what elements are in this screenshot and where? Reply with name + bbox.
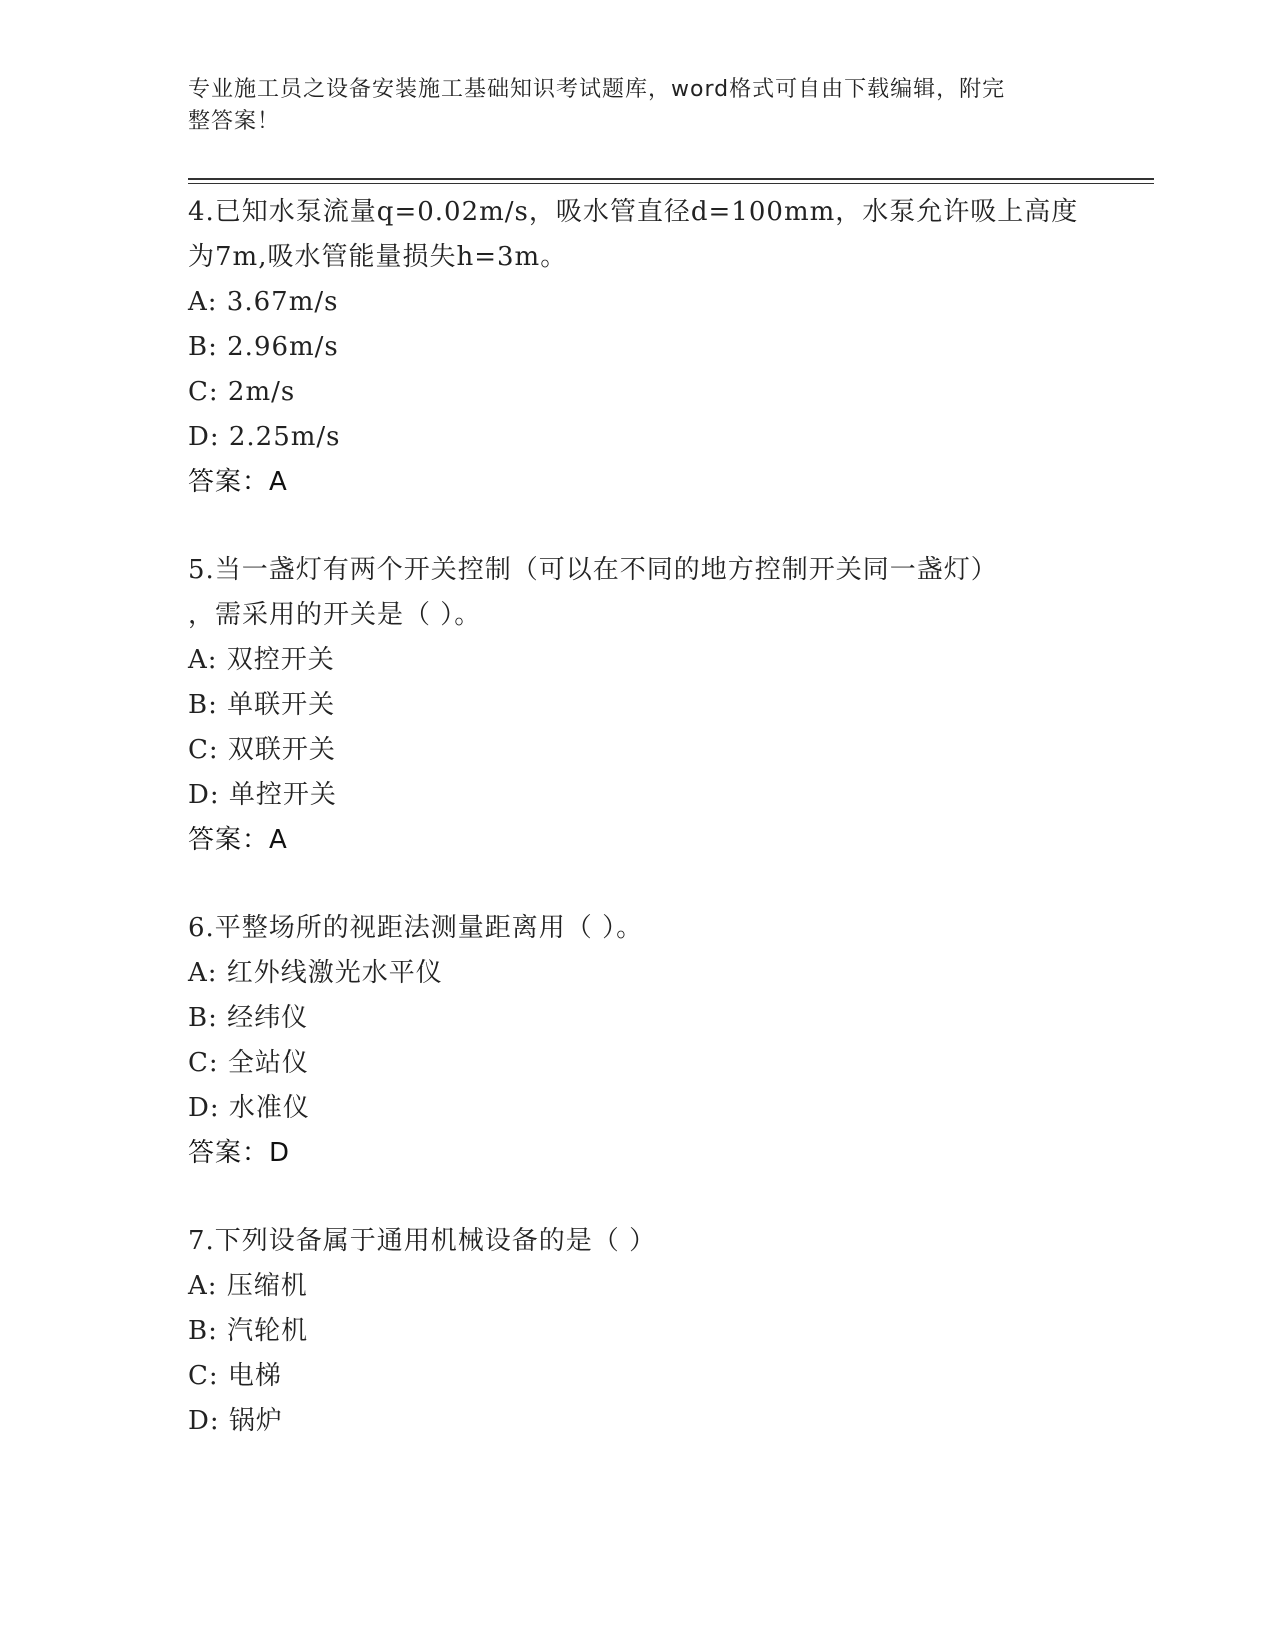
option-d: D: 单控开关 (188, 780, 337, 810)
option-a: A: 红外线激光水平仪 (188, 958, 443, 988)
question-6 (188, 906, 1088, 1176)
question-7 (188, 1219, 1088, 1444)
option-d: D: 水准仪 (188, 1093, 310, 1123)
option-c: C: 2m/s (188, 377, 296, 407)
option-a: A: 双控开关 (188, 645, 335, 675)
header-line-2: 整答案！ (188, 109, 281, 134)
option-b: B: 单联开关 (188, 690, 336, 720)
option-a: A: 3.67m/s (188, 287, 339, 317)
header-line-1: 专业施工员之设备安装施工基础知识考试题库，word格式可自由下载编辑，附完 (188, 77, 1006, 102)
question-list (188, 190, 1088, 1487)
question-stem-line: 6.平整场所的视距法测量距离用（ ）。 (188, 913, 644, 943)
option-c: C: 全站仪 (188, 1048, 309, 1078)
question-4 (188, 190, 1088, 505)
question-stem-line: ，需采用的开关是（ ）。 (188, 600, 482, 630)
option-b: B: 2.96m/s (188, 332, 339, 362)
answer-text: 答案：A (188, 467, 288, 497)
question-5 (188, 548, 1088, 863)
option-d: D: 2.25m/s (188, 422, 341, 452)
option-b: B: 经纬仪 (188, 1003, 309, 1033)
option-c: C: 双联开关 (188, 735, 336, 765)
option-a: A: 压缩机 (188, 1271, 308, 1301)
question-stem-line: 为7m,吸水管能量损失h=3m。 (188, 242, 568, 272)
option-b: B: 汽轮机 (188, 1316, 309, 1346)
question-stem-line: 4.已知水泵流量q=0.02m/s，吸水管直径d=100mm，水泵允许吸上高度 (188, 197, 1079, 227)
answer-text: 答案：D (188, 1138, 291, 1168)
option-c: C: 电梯 (188, 1361, 282, 1391)
header-divider-thick (188, 178, 1154, 180)
question-stem-line: 7.下列设备属于通用机械设备的是（ ） (188, 1226, 657, 1256)
answer-text: 答案：A (188, 825, 288, 855)
option-d: D: 锅炉 (188, 1406, 283, 1436)
header-divider-thin (188, 183, 1154, 184)
question-stem-line: 5.当一盏灯有两个开关控制（可以在不同的地方控制开关同一盏灯） (188, 555, 998, 585)
document-header (188, 74, 1088, 138)
